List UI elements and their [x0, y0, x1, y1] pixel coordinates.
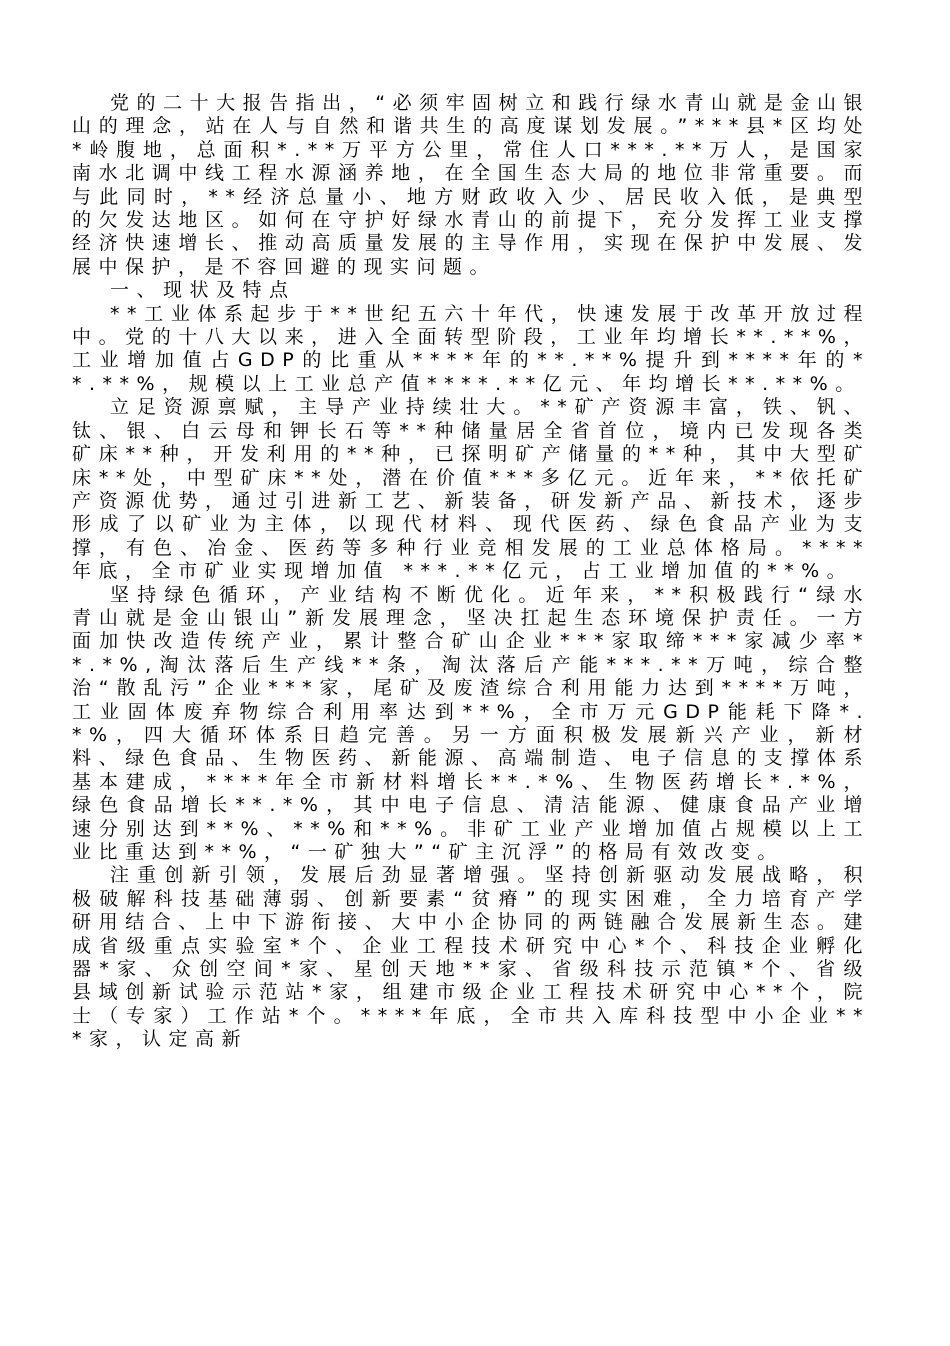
overview-paragraph: **工业体系起步于**世纪五六十年代，快速发展于改革开放过程中。党的十八大以来，进入全面转型阶段，工业年均增长**.**%，工业增加值占GDP的比重从****年的**.**%提升到****年的**.**%，规模以上工业总产值****.**亿元、年均增长**.**%。 [72, 302, 870, 395]
document-body [72, 92, 870, 1052]
resources-paragraph: 立足资源禀赋，主导产业持续壮大。**矿产资源丰富，铁、钒、钛、银、白云母和钾长石等**种储量居全省首位，境内已发现各类矿床**种，开发利用的**种，已探明矿产储量的**种，其中大型矿床**处，中型矿床**处，潜在价值***多亿元。近年来，**依托矿产资源优势，通过引进新工艺、新装备，研发新产品、新技术，逐步形成了以矿业为主体，以现代材料、现代医药、绿色食品产业为支撑，有色、冶金、医药等多种行业竞相发展的工业总体格局。****年底，全市矿业实现增加值 ***.**亿元，占工业增加值的**%。 [72, 396, 870, 583]
section-heading: 一、现状及特点 [110, 279, 296, 302]
innovation-paragraph: 注重创新引领，发展后劲显著增强。坚持创新驱动发展战略，积极破解科技基础薄弱、创新要素“贫瘠”的现实困难，全力培育产学研用结合、上中下游衔接、大中小企协同的两链融合发展新生态。建成省级重点实验室*个、企业工程技术研究中心*个、科技企业孵化器*家、众创空间*家、星创天地**家、省级科技示范镇*个、省级县域创新试验示范站*家，组建市级企业工程技术研究中心**个，院士（专家）工作站*个。****年底，全市共入库科技型中小企业***家，认定高新 [72, 864, 870, 1051]
intro-paragraph: 党的二十大报告指出，“必须牢固树立和践行绿水青山就是金山银山的理念，站在人与自然和谐共生的高度谋划发展。”***县*区均处*岭腹地，总面积*.**万平方公里，常住人口***.**万人，是国家南水北调中线工程水源涵养地，在全国生态大局的地位非常重要。而与此同时，**经济总量小、地方财政收入少、居民收入低，是典型的欠发达地区。如何在守护好绿水青山的前提下，充分发挥工业支撑经济快速增长、推动高质量发展的主导作用，实现在保护中发展、发展中保护，是不容回避的现实问题。 [72, 92, 870, 278]
green-cycle-paragraph: 坚持绿色循环，产业结构不断优化。近年来，**积极践行“绿水青山就是金山银山”新发展理念，坚决扛起生态环境保护责任。一方面加快改造传统产业，累计整合矿山企业***家取缔***家减少率**.*%,淘汰落后生产线**条，淘汰落后产能***.**万吨，综合整治“散乱污”企业***家，尾矿及废渣综合利用能力达到****万吨，工业固体废弃物综合利用率达到**%，全市万元GDP能耗下降*.*%，四大循环体系日趋完善。另一方面积极发展新兴产业，新材料、绿色食品、生物医药、新能源、高端制造、电子信息的支撑体系基本建成，****年全市新材料增长**.*%、生物医药增长*.*%，绿色食品增长**.*%，其中电子信息、清洁能源、健康食品产业增速分别达到**%、**%和**%。非矿工业产业增加值占规模以上工业比重达到**%，“一矿独大”“矿主沉浮”的格局有效改变。 [72, 583, 870, 863]
